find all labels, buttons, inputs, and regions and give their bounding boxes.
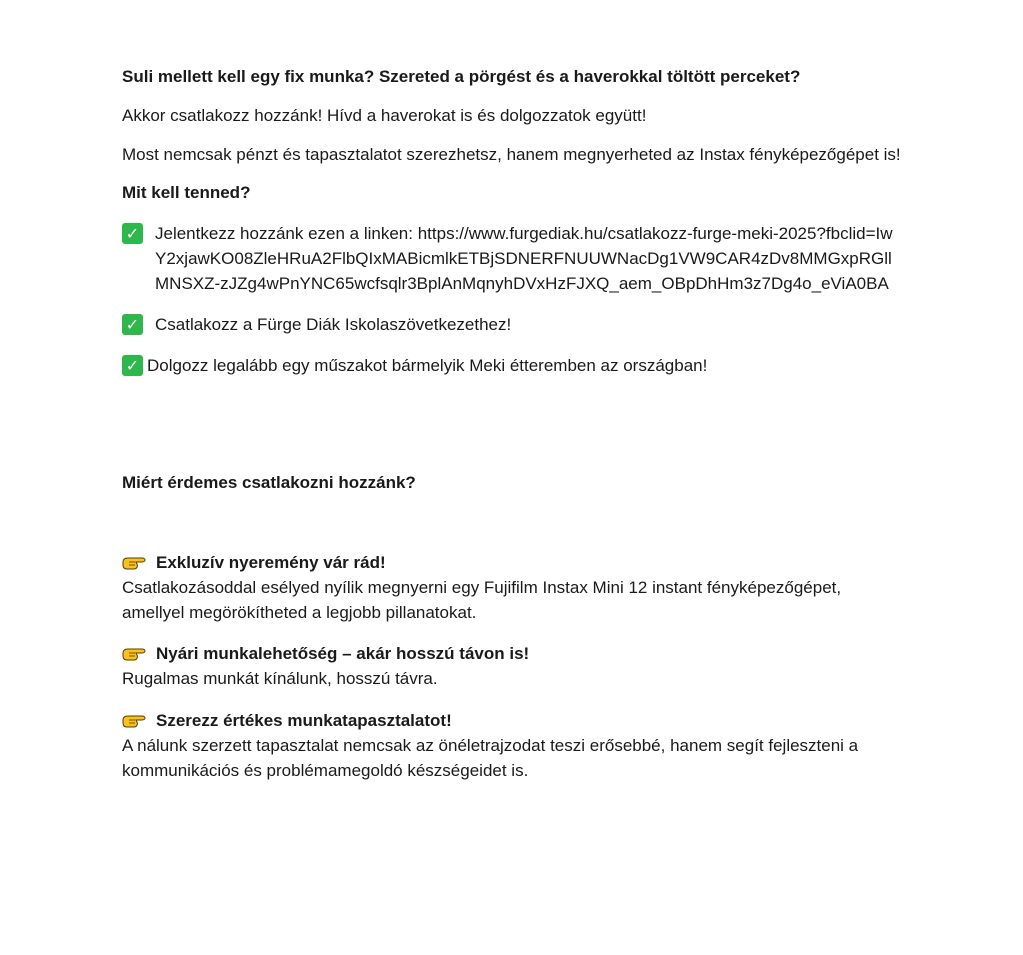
why-heading: Miért érdemes csatlakozni hozzánk? — [122, 473, 416, 492]
check-mark-icon: ✓ — [122, 314, 143, 335]
document-body — [122, 64, 902, 783]
pointing-right-icon — [122, 554, 146, 571]
step-item-3 — [122, 353, 902, 378]
intro-line-1: Akkor csatlakozz hozzánk! Hívd a haverokat is és dolgozzatok együtt! — [122, 106, 647, 125]
pointing-right-icon — [122, 645, 146, 662]
pointing-right-icon — [122, 712, 146, 729]
step-item-2-text: Csatlakozz a Fürge Diák Iskolaszövetkezethez! — [155, 315, 512, 334]
check-mark-icon: ✓ — [122, 355, 143, 376]
intro-line-2: Most nemcsak pénzt és tapasztalatot szerezhetsz, hanem megnyerheted az Instax fényképezőgépet is! — [122, 145, 901, 164]
benefit-2 — [122, 641, 902, 691]
benefit-3-title: Szerezz értékes munkatapasztalatot! — [156, 711, 452, 730]
step-item-1-text[interactable]: Jelentkezz hozzánk ezen a linken: https://www.furgediak.hu/csatlakozz-furge-meki-2025?fbclid=IwY2xjawKO08ZleHRuA2FlbQIxMABicmlkETBjSDNERFNUUWNacDg1VW9CAR4zDv8MMGxpRGllMNSXZ-zJZg4wPnYNC65wcfsqlr3BplAnMqnyhDVxHzFJXQ_aem_OBpDhHm3z7Dg4o_eViA0BA — [155, 224, 893, 293]
benefit-1 — [122, 550, 902, 625]
benefit-2-title: Nyári munkalehetőség – akár hosszú távon is! — [156, 644, 530, 663]
intro-headline: Suli mellett kell egy fix munka? Szereted a pörgést és a haverokkal töltött perceket? — [122, 67, 801, 86]
benefit-3 — [122, 708, 902, 783]
step-item-2 — [122, 312, 902, 337]
step-item-1 — [122, 221, 902, 296]
check-mark-icon: ✓ — [122, 223, 143, 244]
benefit-1-title: Exkluzív nyeremény vár rád! — [156, 553, 386, 572]
step-item-3-text: Dolgozz legalább egy műszakot bármelyik Meki étteremben az országban! — [147, 356, 708, 375]
steps-heading: Mit kell tenned? — [122, 183, 251, 202]
benefit-2-text: Rugalmas munkát kínálunk, hosszú távra. — [122, 669, 438, 688]
benefit-3-text: A nálunk szerzett tapasztalat nemcsak az önéletrajzodat teszi erősebbé, hanem segít fejleszteni a kommunikációs és problémamegoldó készségeidet is. — [122, 736, 859, 780]
benefit-1-text: Csatlakozásoddal esélyed nyílik megnyerni egy Fujifilm Instax Mini 12 instant fényképezőgépet, amellyel megörökítheted a legjobb pillanatokat. — [122, 578, 842, 622]
